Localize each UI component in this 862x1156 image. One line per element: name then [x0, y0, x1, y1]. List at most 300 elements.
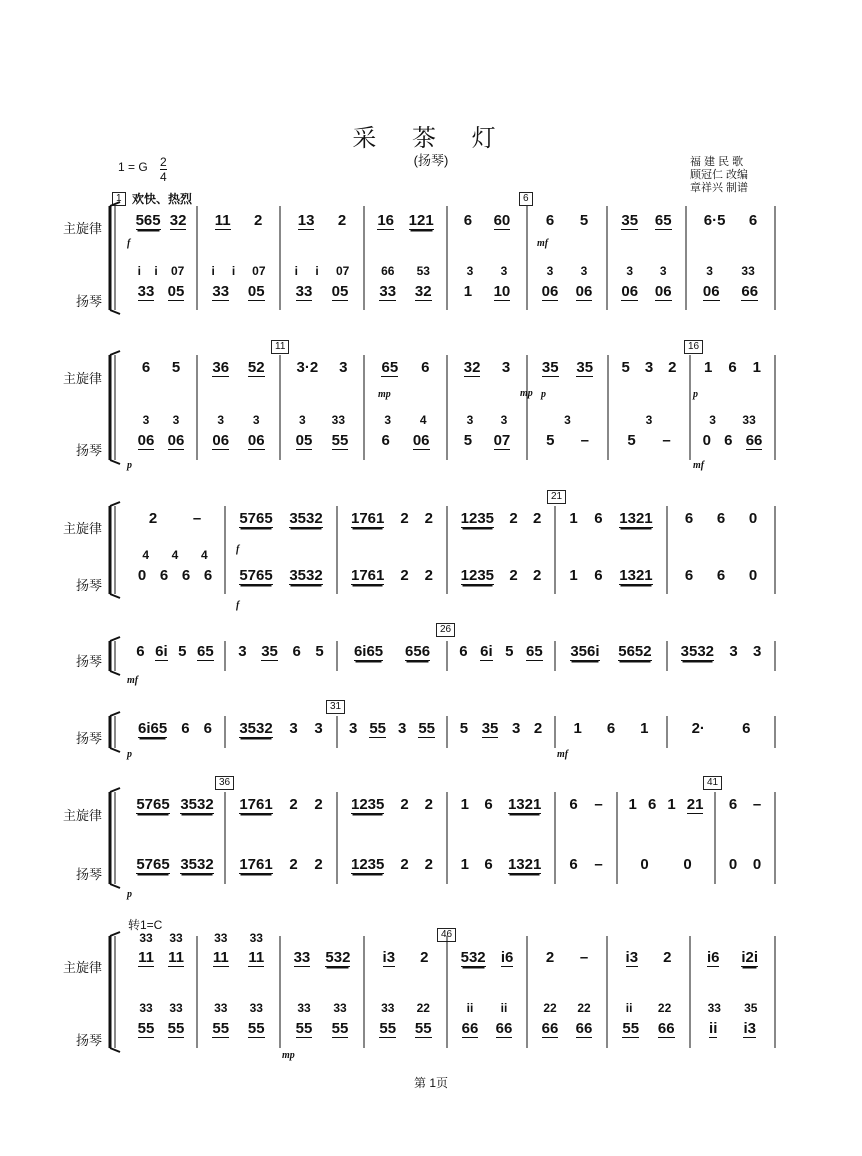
- dynamic-marking: p: [693, 389, 698, 400]
- note-group: 33: [297, 1001, 311, 1015]
- note-group: 3: [546, 264, 554, 278]
- note-group: 36: [212, 359, 230, 376]
- rehearsal-mark: 46: [437, 928, 456, 942]
- note-group: 5: [171, 359, 181, 376]
- note-group: 4: [142, 548, 149, 562]
- note-group: 532: [325, 949, 351, 966]
- note-group: 33: [379, 283, 397, 300]
- note-group: 5652: [618, 643, 652, 660]
- note-group: 2: [533, 720, 543, 737]
- note-group: 06: [247, 432, 265, 449]
- note-group: 35: [621, 212, 639, 229]
- measure-notes: [692, 283, 769, 301]
- note-group: 55: [331, 1020, 349, 1037]
- note-group: 6: [716, 510, 726, 527]
- measure-notes: [343, 567, 441, 585]
- measure-notes: [453, 949, 521, 967]
- note-group: 07: [252, 264, 266, 278]
- upper-note-group: [614, 413, 684, 427]
- note-group: 3: [580, 264, 588, 278]
- note-group: 5: [627, 432, 636, 449]
- note-group: 6: [141, 359, 151, 376]
- note-group: 3: [644, 359, 654, 376]
- note-group: 0: [683, 856, 692, 873]
- note-group: 2: [314, 856, 323, 873]
- part-label-yangqin: 扬琴: [75, 731, 102, 746]
- note-group: 6: [203, 720, 212, 737]
- note-group: 22: [543, 1001, 557, 1015]
- note-group: 3: [172, 413, 180, 427]
- note-group: 55: [295, 1020, 313, 1037]
- upper-note-group: [203, 413, 274, 427]
- measure-notes: [286, 212, 358, 230]
- note-group: 60: [493, 212, 511, 229]
- score-line: [110, 712, 120, 716]
- note-group: 55: [418, 720, 435, 737]
- note-group: 32: [463, 359, 481, 376]
- upper-note-group: [453, 413, 521, 427]
- note-group: 21: [686, 796, 704, 813]
- note-group: 3: [501, 359, 511, 376]
- measure-notes: [286, 1020, 358, 1038]
- note-group: 3: [753, 643, 762, 660]
- note-group: 1321: [619, 567, 653, 584]
- note-group: 2: [253, 212, 263, 229]
- note-group: 32: [414, 283, 432, 300]
- note-group: –: [662, 432, 671, 449]
- note-group: 6i65: [353, 643, 384, 660]
- note-group: 33: [139, 931, 153, 945]
- note-group: 5: [505, 643, 514, 660]
- note-group: 53: [416, 264, 430, 278]
- dynamic-marking: mf: [537, 238, 549, 249]
- measure-notes: [453, 283, 521, 301]
- part-label-melody: 主旋律: [62, 808, 102, 823]
- note-group: 5: [546, 432, 555, 449]
- time-signature-bottom: 4: [160, 170, 167, 184]
- note-group: 1761: [239, 856, 273, 873]
- note-group: 35: [576, 359, 594, 376]
- measure-notes: [231, 510, 331, 528]
- note-group: 1235: [460, 510, 495, 527]
- measure-notes: [561, 796, 611, 813]
- measure-notes: [203, 283, 274, 301]
- upper-note-group: [533, 264, 601, 278]
- score-line: [110, 788, 120, 792]
- rehearsal-mark: 21: [547, 490, 566, 504]
- note-group: 6·5: [703, 212, 726, 229]
- note-group: 3: [709, 413, 716, 427]
- note-group: 1235: [460, 567, 495, 584]
- rehearsal-mark: 26: [436, 623, 455, 637]
- measure-notes: [561, 720, 661, 737]
- note-group: 06: [541, 283, 559, 300]
- measure-notes: [231, 720, 331, 738]
- rehearsal-mark: 11: [271, 340, 289, 354]
- note-group: 3532: [180, 796, 214, 813]
- upper-note-group: [131, 413, 191, 427]
- note-group: 1235: [350, 796, 385, 813]
- note-group: 55: [212, 1020, 230, 1037]
- note-group: i: [137, 264, 141, 278]
- measure-notes: [533, 283, 601, 301]
- note-group: 2: [400, 856, 409, 873]
- note-group: i3: [625, 949, 639, 966]
- note-group: 3532: [289, 567, 323, 584]
- measure-notes: [131, 643, 219, 661]
- time-signature-top: 2: [160, 155, 167, 169]
- measure-notes: [561, 643, 661, 661]
- note-group: 5765: [239, 567, 273, 584]
- note-group: 6: [606, 720, 616, 737]
- measure-notes: [614, 432, 684, 449]
- upper-note-group: [696, 413, 769, 427]
- rehearsal-mark: 36: [215, 776, 234, 790]
- note-group: 5: [621, 359, 630, 376]
- measure-notes: [561, 856, 611, 873]
- score-line: [110, 1048, 120, 1052]
- note-group: 65: [654, 212, 672, 229]
- note-group: i: [294, 264, 298, 278]
- measure-notes: [613, 283, 680, 301]
- note-group: i: [315, 264, 319, 278]
- note-group: 3532: [180, 856, 214, 873]
- note-group: 0: [640, 856, 649, 873]
- measure-notes: [453, 359, 521, 377]
- note-group: i: [154, 264, 158, 278]
- measure-notes: [370, 283, 441, 301]
- score-title: 采 茶 灯: [352, 124, 510, 152]
- note-group: i: [231, 264, 236, 278]
- measure-notes: [696, 359, 769, 376]
- rehearsal-mark: 41: [703, 776, 722, 790]
- note-group: 06: [575, 283, 593, 300]
- dynamic-marking: p: [541, 389, 546, 400]
- note-group: 1: [667, 796, 676, 813]
- note-group: 6: [594, 567, 603, 584]
- note-group: 2: [148, 510, 158, 527]
- note-group: 6: [136, 643, 145, 660]
- upper-note-group: [286, 264, 358, 278]
- note-group: 6: [684, 510, 694, 527]
- measure-notes: [721, 856, 769, 873]
- note-group: 4: [419, 413, 427, 427]
- measure-notes: [453, 1020, 521, 1038]
- measure-notes: [533, 1020, 601, 1038]
- dynamic-marking: mp: [282, 1050, 295, 1061]
- note-group: 35: [481, 720, 499, 737]
- measure-notes: [286, 283, 358, 301]
- measure-notes: [453, 212, 521, 230]
- note-group: 33: [293, 949, 311, 966]
- upper-note-group: [692, 264, 769, 278]
- measure-notes: [673, 510, 769, 527]
- note-group: i3: [743, 1020, 756, 1037]
- note-group: 55: [622, 1020, 640, 1037]
- upper-note-group: [286, 1001, 358, 1015]
- note-group: 5: [315, 643, 324, 660]
- note-group: 06: [212, 432, 230, 449]
- note-group: –: [752, 796, 762, 813]
- note-group: 3: [142, 413, 150, 427]
- measure-notes: [131, 949, 191, 967]
- note-group: 33: [249, 931, 263, 945]
- upper-note-group: [533, 1001, 601, 1015]
- upper-note-group: [131, 264, 191, 278]
- note-group: 2: [424, 510, 433, 527]
- note-group: –: [579, 949, 589, 966]
- note-group: 0: [728, 856, 738, 873]
- note-group: 06: [167, 432, 185, 449]
- measure-notes: [343, 643, 441, 661]
- note-group: ii: [466, 1001, 474, 1015]
- measure-notes: [453, 432, 521, 450]
- note-group: ii: [500, 1001, 508, 1015]
- upper-note-group: [453, 1001, 521, 1015]
- measure-notes: [231, 856, 331, 874]
- note-group: 2: [668, 359, 677, 376]
- note-group: 3: [500, 264, 508, 278]
- score-subtitle: (扬琴): [413, 153, 449, 168]
- measure-notes: [370, 212, 441, 230]
- note-group: 3: [626, 264, 634, 278]
- note-group: 06: [412, 432, 430, 449]
- note-group: 2: [424, 567, 433, 584]
- note-group: 33: [169, 931, 183, 945]
- note-group: 22: [416, 1001, 430, 1015]
- note-group: 11: [138, 949, 154, 966]
- note-group: 6: [569, 856, 578, 873]
- note-group: 3: [397, 720, 407, 737]
- note-group: 35: [744, 1001, 758, 1015]
- measure-notes: [231, 567, 331, 585]
- note-group: –: [192, 510, 202, 527]
- note-group: 3: [252, 413, 260, 427]
- note-group: 35: [261, 643, 278, 660]
- note-group: 1761: [350, 567, 385, 584]
- note-group: 33: [707, 1001, 721, 1015]
- measure-notes: [131, 856, 219, 874]
- note-group: 13: [297, 212, 315, 229]
- note-group: 1: [640, 720, 649, 737]
- dynamic-marking: p: [127, 460, 132, 471]
- note-group: 5: [579, 212, 589, 229]
- measure-notes: [131, 1020, 191, 1038]
- note-group: 2: [400, 567, 409, 584]
- measure-notes: [561, 510, 661, 528]
- note-group: 3: [217, 413, 225, 427]
- note-group: 6: [463, 212, 473, 229]
- note-group: 33: [249, 1001, 263, 1015]
- note-group: 6: [484, 796, 493, 813]
- part-label-melody: 主旋律: [62, 960, 102, 975]
- measure-notes: [131, 359, 191, 376]
- measure-notes: [561, 567, 661, 585]
- note-group: 2: [533, 567, 542, 584]
- note-group: 10: [493, 283, 511, 300]
- note-group: 33: [742, 413, 756, 427]
- note-group: 33: [741, 264, 755, 278]
- note-group: 5: [459, 720, 469, 737]
- measure-notes: [343, 796, 441, 814]
- measure-notes: [623, 856, 709, 873]
- note-group: ii: [709, 1020, 718, 1037]
- score-line: [110, 884, 120, 888]
- note-group: 2: [420, 949, 429, 966]
- measure-notes: [623, 796, 709, 814]
- upper-note-group: [286, 413, 358, 427]
- score-line: [110, 460, 120, 464]
- note-group: 33: [381, 1001, 395, 1015]
- note-group: 2: [424, 856, 433, 873]
- note-group: 05: [295, 432, 313, 449]
- part-label-melody: 主旋律: [62, 371, 102, 386]
- measure-notes: [613, 212, 680, 230]
- note-group: 3: [466, 413, 474, 427]
- score-line: [110, 748, 120, 752]
- note-group: 3: [729, 643, 738, 660]
- measure-notes: [131, 510, 219, 527]
- measure-notes: [370, 359, 441, 377]
- measure-notes: [131, 283, 191, 301]
- note-group: 65: [197, 643, 214, 660]
- measure-notes: [203, 432, 274, 450]
- upper-note-group: [203, 931, 274, 945]
- note-group: 0: [748, 510, 758, 527]
- note-group: 121: [408, 212, 434, 229]
- note-group: i6: [706, 949, 720, 966]
- note-group: 2: [289, 796, 298, 813]
- note-group: 66: [495, 1020, 513, 1037]
- note-group: 6: [159, 567, 169, 584]
- note-group: 1321: [507, 856, 542, 873]
- note-group: 1: [628, 796, 637, 813]
- dynamic-marking: mp: [520, 388, 533, 399]
- note-group: 6: [421, 359, 430, 376]
- upper-note-group: [613, 264, 680, 278]
- part-label-yangqin: 扬琴: [75, 654, 102, 669]
- note-group: 1: [569, 567, 578, 584]
- note-group: 05: [331, 283, 349, 300]
- note-group: 6: [742, 720, 751, 737]
- note-group: 22: [577, 1001, 591, 1015]
- note-group: 33: [212, 283, 230, 300]
- part-label-yangqin: 扬琴: [75, 443, 102, 458]
- measure-notes: [203, 212, 274, 230]
- upper-note-group: [533, 413, 602, 427]
- note-group: 3: [384, 413, 392, 427]
- measure-notes: [370, 1020, 441, 1038]
- note-group: 66: [741, 283, 759, 300]
- score-line: [110, 202, 120, 206]
- note-group: 3: [659, 264, 667, 278]
- part-label-yangqin: 扬琴: [75, 1033, 102, 1048]
- measure-notes: [286, 359, 358, 376]
- note-group: 3: [314, 720, 323, 737]
- note-group: 3: [564, 413, 571, 427]
- measure-notes: [370, 949, 441, 967]
- rehearsal-mark: 31: [326, 700, 345, 714]
- measure-notes: [453, 720, 549, 738]
- note-group: 1: [460, 796, 469, 813]
- measure-notes: [131, 720, 219, 738]
- note-group: 1235: [350, 856, 385, 873]
- dynamic-marking: p: [127, 749, 132, 760]
- measure-notes: [673, 720, 769, 737]
- note-group: 656: [405, 643, 431, 660]
- note-group: 07: [335, 264, 350, 278]
- note-group: 2: [509, 567, 518, 584]
- measure-notes: [613, 1020, 684, 1038]
- note-group: 66: [541, 1020, 559, 1037]
- note-group: 3: [348, 720, 358, 737]
- measure-notes: [533, 432, 602, 449]
- note-group: 66: [657, 1020, 675, 1037]
- note-group: 3: [339, 359, 348, 376]
- note-group: 33: [331, 413, 345, 427]
- upper-note-group: [131, 931, 191, 945]
- measure-notes: [343, 720, 441, 738]
- note-group: 2·: [691, 720, 705, 737]
- note-group: 5: [463, 432, 473, 449]
- note-group: 55: [137, 1020, 155, 1037]
- note-group: 1761: [239, 796, 273, 813]
- note-group: 16: [377, 212, 394, 229]
- note-group: 6: [716, 567, 726, 584]
- note-group: 6: [484, 856, 493, 873]
- note-group: 1: [463, 283, 473, 300]
- score-line: [110, 310, 120, 314]
- note-group: 6: [748, 212, 758, 229]
- measure-notes: [286, 949, 358, 967]
- upper-note-group: [203, 264, 274, 278]
- dynamic-marking: mf: [693, 460, 705, 471]
- dynamic-marking: mf: [127, 675, 139, 686]
- note-group: 0: [137, 567, 147, 584]
- note-group: 6: [684, 567, 694, 584]
- note-group: 33: [137, 283, 155, 300]
- measure-notes: [131, 212, 191, 230]
- part-label-yangqin: 扬琴: [75, 578, 102, 593]
- measure-notes: [673, 567, 769, 584]
- dynamic-marking: f: [127, 238, 131, 249]
- measure-notes: [453, 643, 549, 661]
- note-group: 07: [170, 264, 185, 278]
- score-line: [110, 671, 120, 675]
- note-group: 1: [703, 359, 713, 376]
- part-label-yangqin: 扬琴: [75, 867, 102, 882]
- note-group: i3: [382, 949, 396, 966]
- note-group: 66: [461, 1020, 479, 1037]
- note-group: 3: [706, 264, 713, 278]
- upper-note-group: [696, 1001, 769, 1015]
- note-group: 3·2: [296, 359, 319, 376]
- measure-notes: [203, 949, 274, 967]
- note-group: 33: [214, 931, 228, 945]
- note-group: 22: [657, 1001, 672, 1015]
- measure-notes: [453, 510, 549, 528]
- note-group: 32: [169, 212, 187, 229]
- key-change: 转1=C: [128, 918, 163, 932]
- measure-notes: [721, 796, 769, 813]
- note-group: 6i: [155, 643, 168, 660]
- measure-notes: [203, 1020, 274, 1038]
- note-group: 55: [414, 1020, 432, 1037]
- note-group: 2: [400, 510, 409, 527]
- note-group: 565: [135, 212, 161, 229]
- note-group: 3532: [239, 720, 273, 737]
- dynamic-marking: f: [236, 600, 240, 611]
